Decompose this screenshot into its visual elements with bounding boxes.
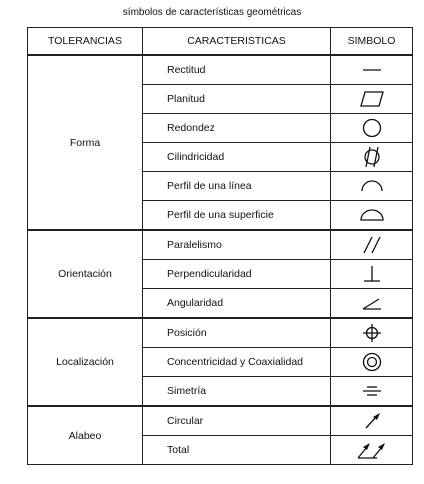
symbol-cell [331, 201, 413, 231]
angularity-icon [360, 294, 384, 312]
profile-line-icon [359, 178, 385, 194]
perpendicularity-icon [361, 264, 383, 284]
symbol-cell [331, 143, 413, 172]
profile-surface-icon [358, 207, 386, 223]
characteristic-cell: Angularidad [143, 289, 331, 319]
symbol-cell [331, 348, 413, 377]
geometric-tolerance-table [27, 27, 413, 465]
total-runout-icon [355, 439, 389, 461]
symbol-cell [331, 172, 413, 201]
symbol-cell [331, 85, 413, 114]
characteristic-cell: Planitud [143, 85, 331, 114]
header-characteristics: CARACTERISTICAS [143, 28, 331, 56]
characteristic-cell: Posición [143, 318, 331, 348]
table-row [28, 406, 413, 436]
characteristic-cell: Perpendicularidad [143, 260, 331, 289]
symbol-cell [331, 289, 413, 319]
symbol-cell [331, 114, 413, 143]
table-caption: símbolos de características geométricas [122, 7, 302, 18]
characteristic-cell: Perfil de una línea [143, 172, 331, 201]
header-tolerances: TOLERANCIAS [28, 28, 143, 56]
characteristic-cell: Rectitud [143, 55, 331, 85]
symbol-cell [331, 260, 413, 289]
symmetry-icon [360, 383, 384, 399]
symbol-cell [331, 377, 413, 407]
characteristic-cell: Redondez [143, 114, 331, 143]
circular-runout-icon [361, 410, 383, 432]
parallelism-icon [361, 235, 383, 255]
symbol-cell [331, 406, 413, 436]
group-orientacion: Orientación [28, 230, 143, 318]
table-row [28, 230, 413, 260]
table-header-row [28, 28, 413, 56]
position-icon [361, 322, 383, 344]
flatness-icon [359, 90, 385, 108]
characteristic-cell: Total [143, 436, 331, 465]
header-symbol: SIMBOLO [331, 28, 413, 56]
table-row [28, 318, 413, 348]
characteristic-cell: Cilindricidad [143, 143, 331, 172]
characteristic-cell: Circular [143, 406, 331, 436]
symbol-cell [331, 55, 413, 85]
symbol-cell [331, 436, 413, 465]
characteristic-cell: Paralelismo [143, 230, 331, 260]
circularity-icon [361, 117, 383, 139]
symbol-cell [331, 230, 413, 260]
group-forma: Forma [28, 55, 143, 230]
concentricity-icon [361, 351, 383, 373]
characteristic-cell: Simetría [143, 377, 331, 407]
characteristic-cell: Concentricidad y Coaxialidad [143, 348, 331, 377]
group-localizacion: Localización [28, 318, 143, 406]
symbol-cell [331, 318, 413, 348]
table-row [28, 55, 413, 85]
straightness-icon [360, 62, 384, 78]
group-alabeo: Alabeo [28, 406, 143, 465]
characteristic-cell: Perfil de una superficie [143, 201, 331, 231]
cylindricity-icon [358, 145, 386, 169]
